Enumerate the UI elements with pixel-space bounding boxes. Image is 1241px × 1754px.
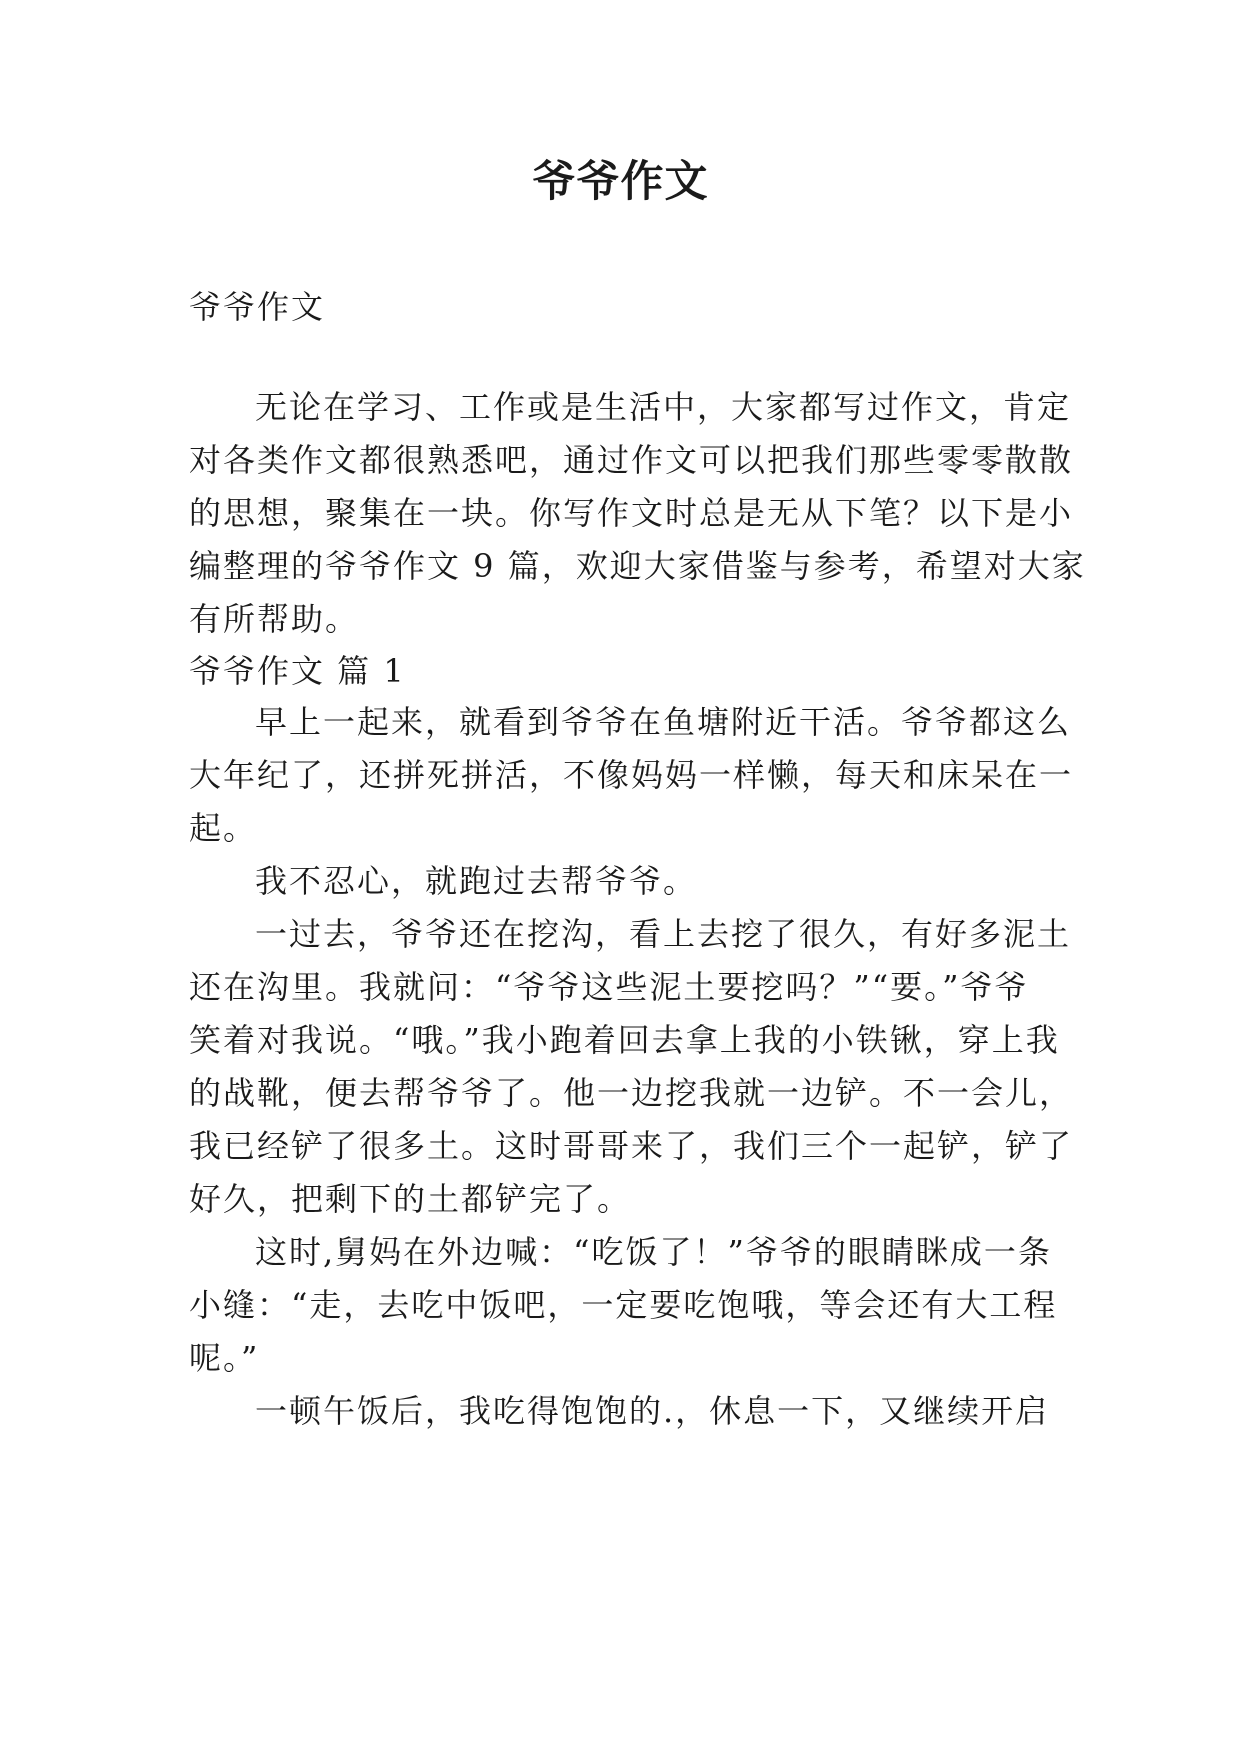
paragraph-line: 小缝：“走，去吃中饭吧，一定要吃饱哦，等会还有大工程 bbox=[189, 1286, 1058, 1324]
paragraph-line: 呢。” bbox=[189, 1339, 260, 1377]
intro-line: 的思想，聚集在一块。你写作文时总是无从下笔？以下是小 bbox=[189, 494, 1074, 532]
paragraph-line: 我不忍心，就跑过去帮爷爷。 bbox=[255, 862, 698, 900]
paragraph-line: 好久，把剩下的土都铲完了。 bbox=[189, 1180, 632, 1218]
document-title: 爷爷作文 bbox=[532, 157, 709, 207]
paragraph-line: 早上一起来，就看到爷爷在鱼塘附近干活。爷爷都这么 bbox=[255, 703, 1072, 741]
paragraph-line: 我已经铲了很多土。这时哥哥来了，我们三个一起铲，铲了 bbox=[189, 1127, 1074, 1165]
paragraph-line: 这时,舅妈在外边喊：“吃饭了！”爷爷的眼睛眯成一条 bbox=[255, 1233, 1052, 1271]
paragraph-line: 还在沟里。我就问：“爷爷这些泥土要挖吗？”“要。”爷爷 bbox=[189, 968, 1029, 1006]
subtitle-line: 爷爷作文 bbox=[189, 288, 326, 326]
paragraph-line: 笑着对我说。“哦。”我小跑着回去拿上我的小铁锹，穿上我 bbox=[189, 1021, 1060, 1059]
paragraph-line: 一顿午饭后，我吃得饱饱的.，休息一下，又继续开启 bbox=[255, 1392, 1050, 1430]
intro-line: 编整理的爷爷作文 9 篇，欢迎大家借鉴与参考，希望对大家 bbox=[189, 547, 1086, 585]
section-heading: 爷爷作文 篇 1 bbox=[189, 652, 406, 690]
paragraph-line: 起。 bbox=[189, 809, 258, 847]
intro-line: 无论在学习、工作或是生活中，大家都写过作文，肯定 bbox=[255, 388, 1072, 426]
paragraph-line: 一过去，爷爷还在挖沟，看上去挖了很久，有好多泥土 bbox=[255, 915, 1072, 953]
paragraph-line: 的战靴，便去帮爷爷了。他一边挖我就一边铲。不一会儿， bbox=[189, 1074, 1074, 1112]
intro-line: 有所帮助。 bbox=[189, 600, 360, 638]
paragraph-line: 大年纪了，还拼死拼活，不像妈妈一样懒，每天和床呆在一 bbox=[189, 756, 1074, 794]
intro-line: 对各类作文都很熟悉吧，通过作文可以把我们那些零零散散 bbox=[189, 441, 1074, 479]
